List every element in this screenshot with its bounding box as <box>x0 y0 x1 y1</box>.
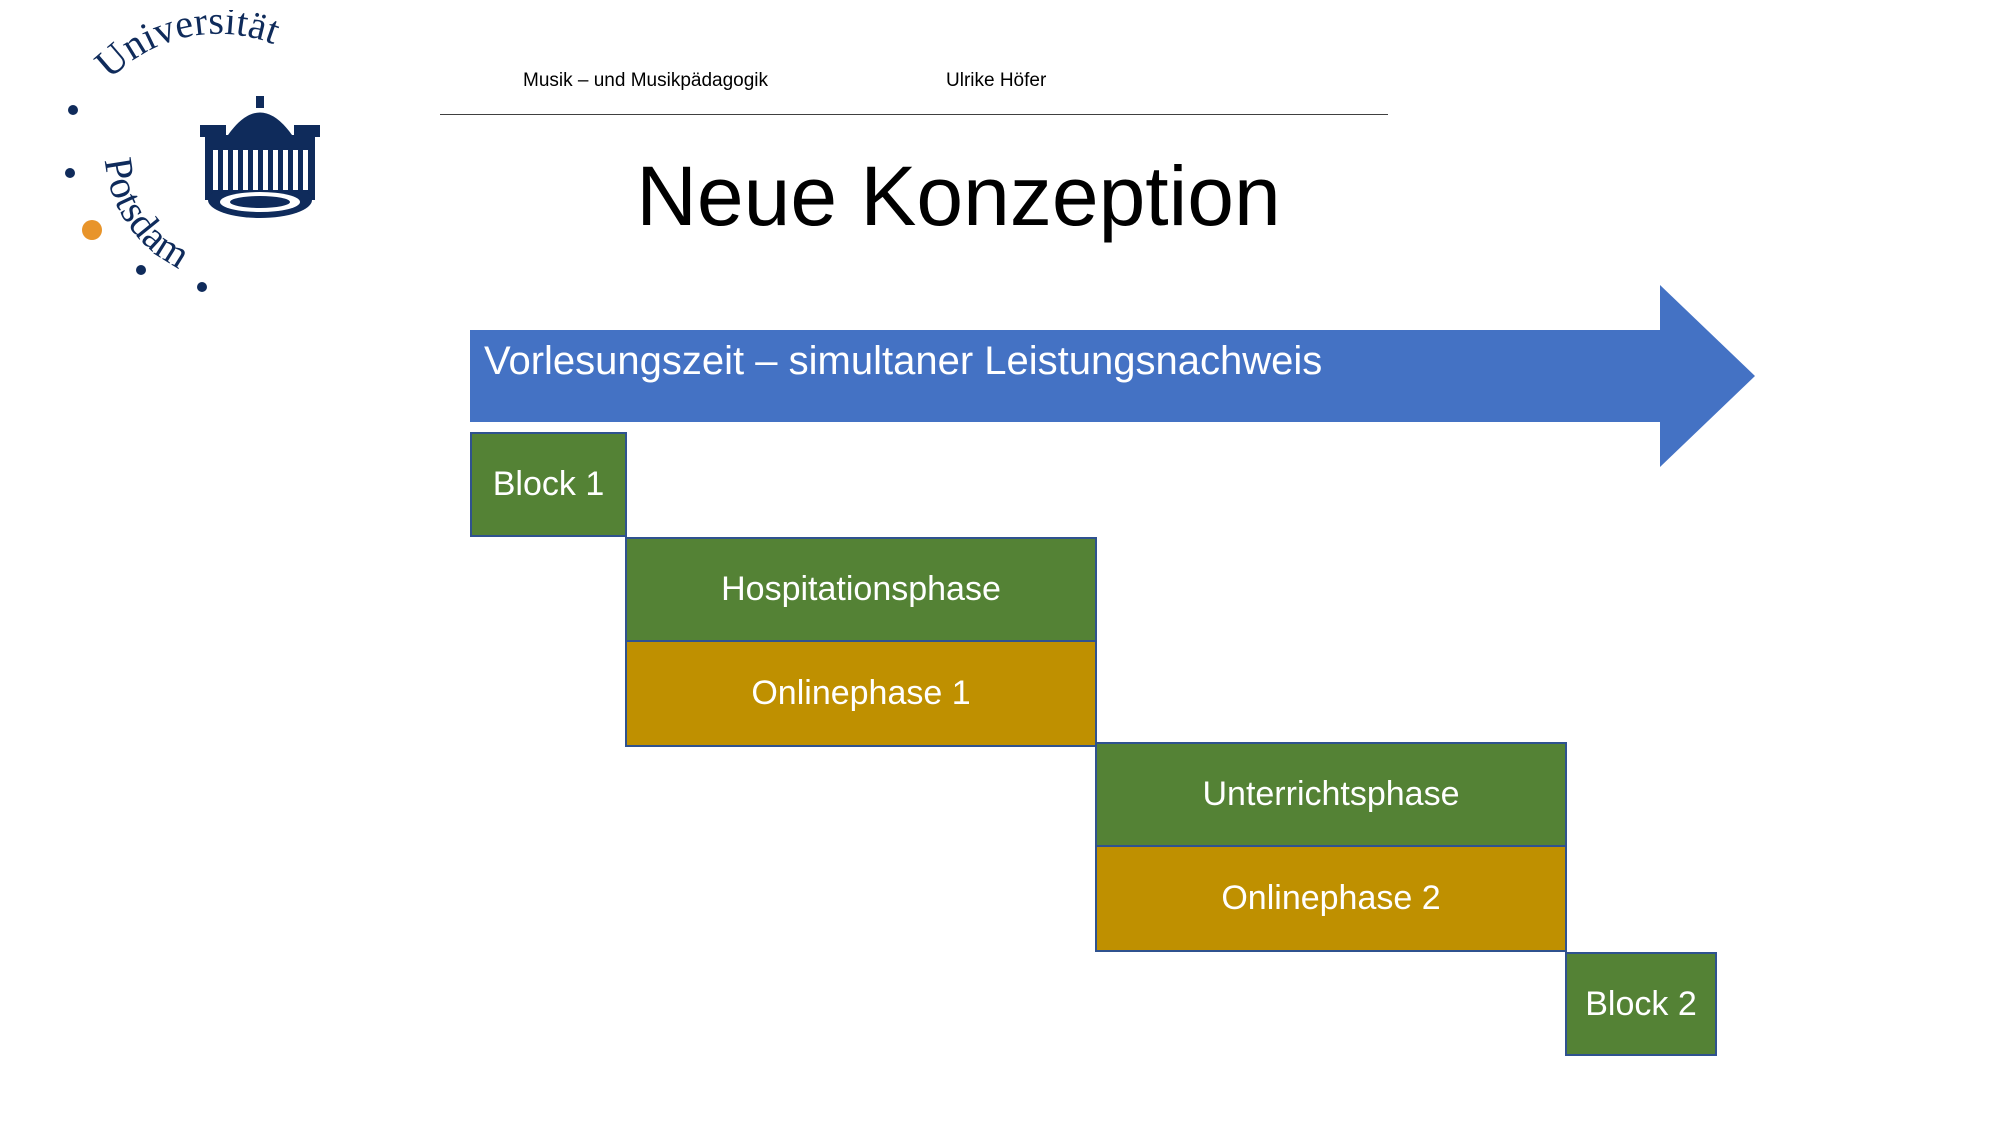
phase-hospitation: Hospitationsphase <box>625 537 1097 642</box>
logo-dot <box>68 105 78 115</box>
logo-dot <box>136 265 146 275</box>
phase-online-1: Onlinephase 1 <box>625 640 1097 747</box>
logo-text-bottom: Potsdam <box>95 154 199 277</box>
header-department: Musik – und Musikpädagogik <box>523 70 769 91</box>
phase-online-2: Onlinephase 2 <box>1095 845 1567 952</box>
slide-title: Neue Konzeption <box>636 149 1281 243</box>
logo-dot <box>197 282 207 292</box>
header-divider <box>440 114 1388 115</box>
logo-text-top: Universität <box>86 10 286 87</box>
timeline-arrow-label: Vorlesungszeit – simultaner Leistungsnachweis <box>484 339 1323 383</box>
phase-block-1: Block 1 <box>470 432 627 537</box>
phase-unterricht: Unterrichtsphase <box>1095 742 1567 847</box>
phase-block-2: Block 2 <box>1565 952 1717 1056</box>
header-author: Ulrike Höfer <box>946 70 1047 91</box>
